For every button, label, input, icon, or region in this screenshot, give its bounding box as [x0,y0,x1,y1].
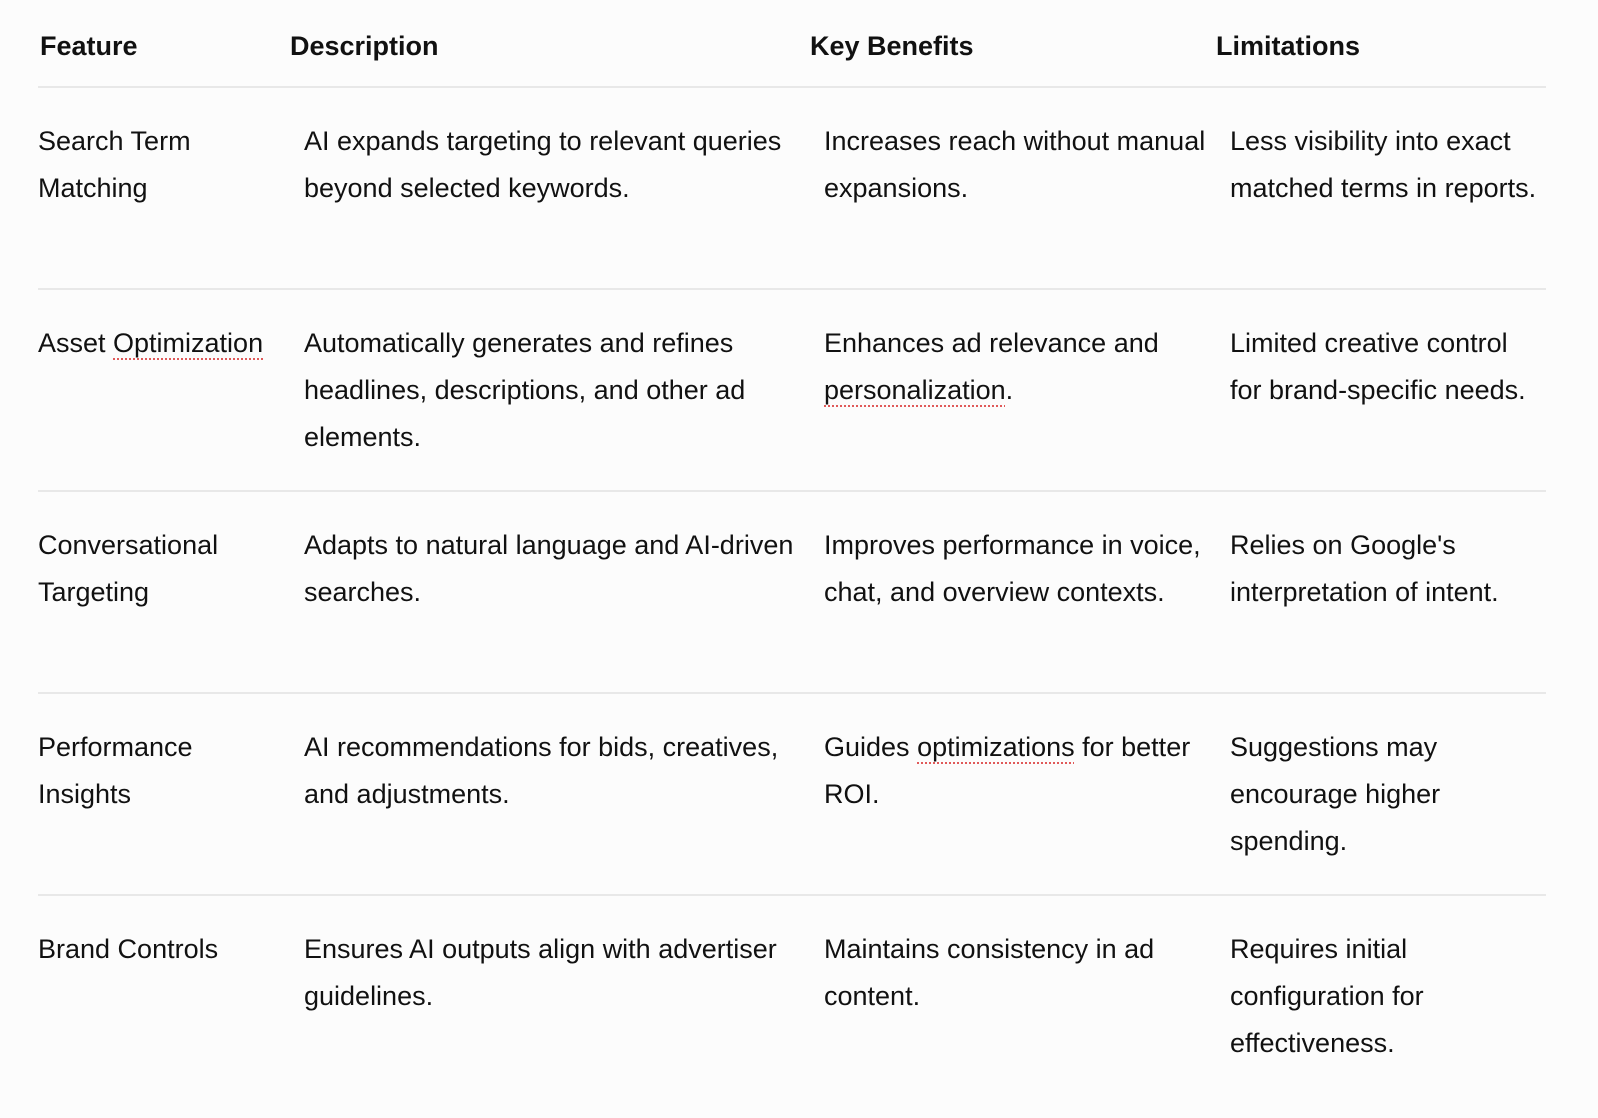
cell-description: Automatically generates and refines headlines, descriptions, and other ad elements. [304,328,746,452]
cell-key-benefits: Improves performance in voice, chat, and overview contexts. [824,530,1201,607]
cell-description: AI recommendations for bids, creatives, and adjustments. [304,732,779,809]
table-row [38,895,1546,1095]
table-header [38,0,1546,87]
header-limitations: Limitations [1216,30,1361,61]
cell-key-benefits [810,693,1216,895]
cell-text: for better ROI. [824,732,1191,809]
cell-text: Guides [824,732,918,762]
cell-text: . [1005,375,1014,405]
cell-limitations: Relies on Google's interpretation of intent. [1230,530,1499,607]
cell-description: Adapts to natural language and AI-driven searches. [304,530,794,607]
cell-feature [38,289,290,491]
cell-description: Ensures AI outputs align with advertiser guidelines. [304,934,777,1011]
cell-text: Enhances ad relevance and [824,328,1159,358]
table-body [38,87,1546,1095]
header-feature: Feature [40,30,138,61]
cell-feature: Performance Insights [38,732,193,809]
table-row [38,491,1546,693]
cell-limitations: Suggestions may encourage higher spending. [1230,732,1441,856]
cell-key-benefits [810,289,1216,491]
spellcheck-flagged-word[interactable]: Optimization [113,328,264,358]
table-row [38,693,1546,895]
cell-key-benefits: Increases reach without manual expansions. [824,126,1206,203]
cell-limitations: Requires initial configuration for effectiveness. [1230,934,1424,1058]
cell-text: Asset [38,328,114,358]
cell-description: AI expands targeting to relevant queries beyond selected keywords. [304,126,782,203]
spellcheck-flagged-word[interactable]: optimizations [917,732,1075,762]
cell-feature: Search Term Matching [38,126,191,203]
cell-feature: Brand Controls [38,934,219,964]
table-row [38,87,1546,289]
header-row [38,0,1546,87]
spellcheck-flagged-word[interactable]: personalization [824,375,1006,405]
cell-key-benefits: Maintains consistency in ad content. [824,934,1155,1011]
cell-limitations: Limited creative control for brand-specific needs. [1230,328,1526,405]
header-key-benefits: Key Benefits [810,30,974,61]
cell-limitations: Less visibility into exact matched terms in reports. [1230,126,1537,203]
feature-comparison-table [38,0,1546,1095]
table-row [38,289,1546,491]
cell-feature: Conversational Targeting [38,530,219,607]
header-description: Description [290,30,439,61]
